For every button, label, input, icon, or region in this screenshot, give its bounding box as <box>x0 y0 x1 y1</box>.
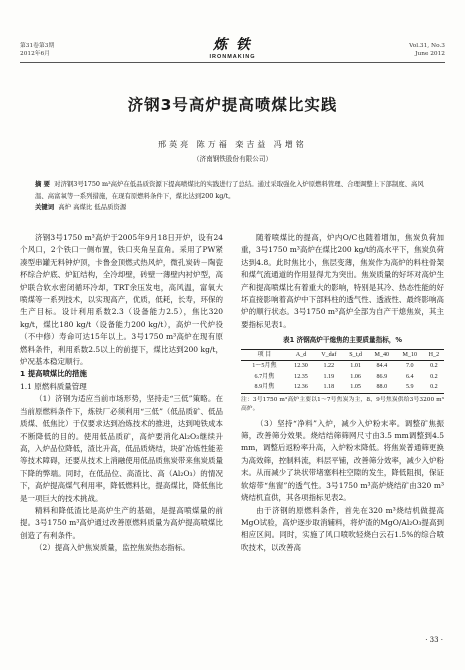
abstract <box>35 179 430 202</box>
table-cell: 0.2 <box>430 384 438 391</box>
table-cell: 12.30 <box>294 363 308 370</box>
table-cell: 1.19 <box>323 373 335 380</box>
table-header-cell: A_d <box>295 351 307 358</box>
journal-logo-en: IRONMAKING <box>209 54 256 60</box>
body-paragraph: 济钢3号1750 m³高炉于2005年9月18日开炉，设有24个风口，2个铁口一侧布置，铁口夹角呈直角。采用了PW紧凑型串罐无料钟炉顶，卡鲁金顶燃式热风炉，微孔炭砖－陶瓷杯综合炉底、炉缸结构，全冷却壁，砖壁一薄壁内衬炉型，高炉联合软水密闭循环冷却，TRT余压发电，高风温，富氧大喷煤等一系列技术，以实现高产，优质，低耗，长寿，环保的生产目标。设计利用系数2.3（设备能力2.5），焦比320 kg/t，煤比180 kg/t（设备能力200 kg/t），高炉一代炉役（不中修）寿命可达15年以上。3号1750 m³高炉在现有原燃料条件，利用系数2.5以上的前提下，煤比达到200 kg/t，炉况基本稳定顺行。 <box>20 233 223 367</box>
table-cell: 1.01 <box>350 363 361 370</box>
keywords-label: 关键词 <box>35 203 55 211</box>
body-paragraph: （2）提高入炉焦炭质量，监控焦炭热态指标。 <box>35 543 190 553</box>
table-cell: 86.9 <box>376 373 388 380</box>
abstract-label: 摘 要 <box>35 180 51 188</box>
table-cell: 8.9月焦 <box>254 384 275 391</box>
body-paragraph: （3）坚持“净料”入炉，减少入炉粉末率。调整矿焦振筛，改善筛分效果。烧结结筛筛网尺寸由3.5 mm调整到4.5 mm，调整后返粉率升高，入炉粉末降低。将焦炭普通筛更换为高效筛，控制料流，料层平铺，改善筛分效率，减少入炉粉末。从而减少了块状带堵塞料柱空隙的发生，降低阻损，保证软熔带“焦窗”的透气性。3号1750 m³高炉烧结矿由320 m³烧结机直供，其各项指标见表2。 <box>241 418 444 503</box>
subsection-heading: 1.1 原燃料质量管理 <box>20 381 87 391</box>
body-paragraph: 精料和降低渣比是高炉生产的基础，是提高喷煤量的前提。3号1750 m³高炉通过改善原燃料质量为高炉提高喷煤比创造了有利条件。 <box>20 505 223 540</box>
journal-issue-en <box>409 42 445 58</box>
coke-quality-table <box>241 349 444 394</box>
table-header-cell: S_t,d <box>349 351 362 358</box>
table-header-cell: 项 目 <box>257 351 272 358</box>
table-cell: 1.05 <box>350 384 361 391</box>
page-number: · 33 · <box>425 636 443 644</box>
table-cell: 1.06 <box>350 373 361 380</box>
article-title: 济钢3号高炉提高喷煤比实践 <box>127 96 338 114</box>
abstract-text: 对济钢3号1750 m³高炉在低品质资源下提高喷煤比的实践进行了总结。通过采取强化入炉原燃料管理、合理调整上下部制度、高风温、高富氧等一系列措施，在现有原燃料条件下，煤比达到200 kg/t。 <box>35 180 424 200</box>
table-cell: 6.7月焦 <box>254 373 275 380</box>
left-column <box>20 232 223 555</box>
table-header-row <box>241 349 444 361</box>
article-authors: 邢英亮 陈万福 栾吉益 冯增铭 <box>158 140 307 149</box>
table-header-cell: V_daf <box>321 351 337 358</box>
table-cell: 0.2 <box>430 363 438 370</box>
journal-date: 2012年6月 <box>20 51 51 57</box>
table-cell: 5.9 <box>405 384 414 391</box>
table-cell: 12.35 <box>294 373 308 380</box>
journal-date-en: June 2012 <box>415 51 445 57</box>
keywords <box>35 202 430 214</box>
journal-logo-cn: 炼 铁 <box>213 37 252 53</box>
table-header-cell: H_2 <box>428 351 440 358</box>
header-rule <box>20 62 445 63</box>
journal-logo <box>0 34 465 60</box>
table-note: 注：3号1750 m³高炉主要以1～7号焦炭为主，8、9号焦炭供给3号3200 m³高炉。 <box>241 396 444 412</box>
table-cell: 6.4 <box>405 373 414 380</box>
table-row <box>241 361 444 372</box>
table-cell: 1～5月焦 <box>252 363 277 370</box>
table-row <box>241 382 444 393</box>
table-cell: 84.4 <box>376 363 388 370</box>
table-cell: 7.0 <box>405 363 414 370</box>
section-heading: 1 提高喷煤比的措施 <box>20 369 87 379</box>
table-row <box>241 372 444 383</box>
body-paragraph: 由于济钢的原燃料条件，首先在320 m³烧结机做提高MgO试验，高炉逐步取消辅料，将炉渣的MgO/Al₂O₃提高到相应区间。同时，实施了风口喷吹轻烧白云石1.5%的综合喷吹技术，以改善高 <box>241 505 444 552</box>
table-caption: 表1 济钢高炉干熄焦的主要质量指标，% <box>283 336 402 345</box>
body-paragraph: （1）济钢为适应当前市场形势，坚持走“三低”策略。在当前原燃料条件下，炼铁厂必须利用“三低”（低品质矿、低品质煤、低焦比）于仅要求达到冶炼技术的推进，达到吨铁成本不断降低的目的。使用低品质矿，高炉要消化Al₂O₃继续升高，入炉品位降低，渣比升高，低品质烧结，块矿冶炼性能差等技术障碍，还要从技术上消融使用低品质焦炭带来焦炭质量下降的弊端。同时，在低品位、高渣比、高（Al₂O₃）的情况下，高炉提高煤气利用率，降低燃料比，提高煤比，降低焦比是一项巨大的技术挑战。 <box>20 394 223 503</box>
abstract-block <box>35 179 430 214</box>
table-cell: 88.0 <box>376 384 388 391</box>
table-cell: 1.22 <box>323 363 335 370</box>
table-cell: 1.18 <box>323 384 335 391</box>
table-header-cell: M_10 <box>402 351 418 358</box>
table-cell: 0.2 <box>430 373 438 380</box>
body-paragraph: 随着喷煤比的提高，炉内O/C也随着增加，焦炭负荷加重，3号1750 m³高炉在煤比200 kg/t的高水平下，焦炭负荷达到4.8。此时焦比小，焦层变薄，焦炭作为高炉的料柱骨架和煤气流通道的作用显得尤为突出。焦炭质量的好坏对高炉生产和提高喷煤比有着重大的影响，特别是其冷、热态性能的好坏直接影响着高炉中下部料柱的透气性、透液性、最终影响高炉的顺行状态。3号1750 m³高炉全部为自产干熄焦炭，其主要指标见表1。 <box>241 233 444 329</box>
article-affiliation: （济南钢铁股份有限公司） <box>192 155 273 163</box>
right-column <box>241 232 444 554</box>
table-cell: 12.36 <box>294 384 308 391</box>
keywords-text: 高炉 高煤比 低品质资源 <box>58 203 127 211</box>
table-header-cell: M_40 <box>374 351 390 358</box>
journal-volume: 第31卷第3期 <box>20 43 55 49</box>
journal-volume-en: Vol.31, No.3 <box>409 43 445 49</box>
